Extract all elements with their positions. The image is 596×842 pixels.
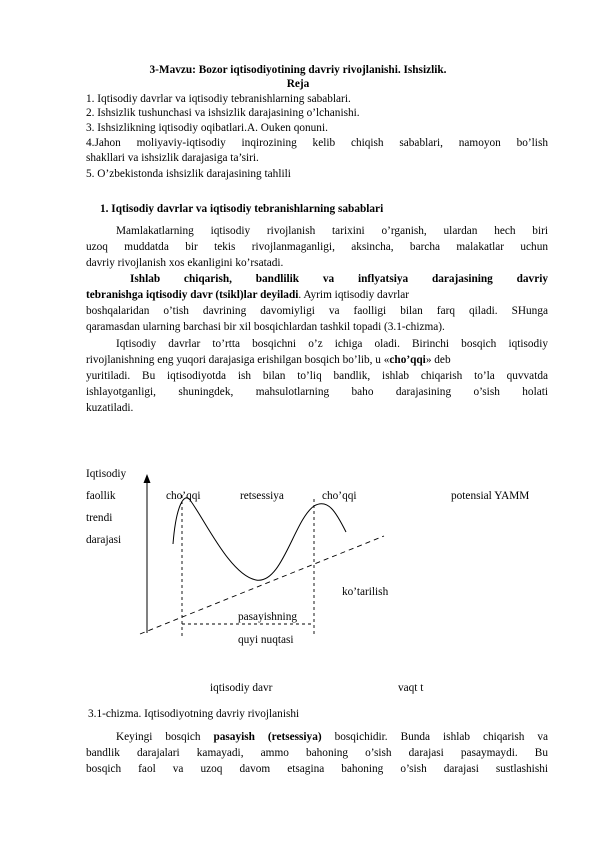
section-heading: 1. Iqtisodiy davrlar va iqtisodiy tebranishlarning sabablari [100,203,384,215]
y-axis-label: faollik [86,490,116,502]
plan-item: 4.Jahon moliyaviy-iqtisodiy inqirozining kelib chiqish sabablari, namoyon bo’lish [86,137,548,149]
potential-gdp-label: potensial YAMM [451,490,530,502]
figure-caption: 3.1-chizma. Iqtisodiyotning davriy rivojlanishi [88,708,300,720]
term-peak: cho’qqi [389,354,426,366]
page-title: 3-Mavzu: Bozor iqtisodiyotining davriy rivojlanishi. Ishsizlik. [149,64,447,76]
cycle-label: iqtisodiy davr [210,682,273,694]
paragraph-text: . Ayrim iqtisodiy davrlar [298,289,410,301]
plan-item: 5. O’zbekistonda ishsizlik darajasining tahlili [86,168,291,180]
y-axis-arrow-icon [144,474,151,483]
trough-label: quyi nuqtasi [238,634,294,646]
definition-line: Ishlab chiqarish, bandlilik va inflyatsiya darajasining davriy [130,273,548,285]
paragraph-line: qaramasdan ularning barchasi bir xil bosqichlardan tashkil topadi (3.1-chizma). [86,321,445,333]
plan-item: 1. Iqtisodiy davrlar va iqtisodiy tebranishlarning sabablari. [86,93,351,105]
paragraph-line: yuritiladi. Bu iqtisodiyotda ish bilan to’liq bandlik, ishlab chiqarish to’la quvvatda [86,370,548,382]
plan-item: 3. Ishsizlikning iqtisodiy oqibatlari.A. Ouken qonuni. [86,122,328,134]
paragraph-text: bosqichidir. Bunda ishlab chiqarish va [321,731,549,743]
peak2-label: cho’qqi [322,490,357,502]
paragraph-line: bandlik darajalari kamayadi, ammo bahoning o’sish darajasi pasaymaydi. Bu [86,747,548,759]
paragraph-text: Keyingi bosqich [116,731,214,743]
paragraph-line: ishlayotganligi, shuningdek, mahsulotlarning baho darajasining o’sish holati [86,386,548,398]
paragraph-line: bosqich faol va uzoq davom etsagina bahoning o’sish darajasi sustlashishi [86,763,548,775]
paragraph-line: Mamlakatlarning iqtisodiy rivojlanish tarixini o’rganish, ulardan hech biri [116,225,548,237]
plan-item-continued: shakllari va ishsizlik darajasiga ta’siri. [86,152,259,164]
definition-term: tebranishga iqtisodiy davr (tsikl)lar deyiladi [86,289,299,301]
y-axis-label: darajasi [86,534,122,546]
plan-heading: Reja [286,78,310,90]
term-recession: pasayish (retsessiya) [213,731,322,743]
plan-item: 2. Ishsizlik tushunchasi va ishsizlik darajasining o’lchanishi. [86,107,360,119]
recession-label: retsessiya [240,490,284,502]
peak1-label: cho’qqi [166,490,201,502]
paragraph-text: davriy rivojlanish xos ekanligini ko’rsatadi. [86,257,284,269]
trough-label: pasayishning [238,611,297,623]
paragraph-line: boshqalaridan o’tish davrining davomiyligi va faolligi bilan farq qiladi. SHunga [86,305,548,317]
y-axis-label: trendi [86,512,113,524]
time-axis-label: vaqt t [398,682,424,694]
growth-label: ko’tarilish [342,586,389,598]
paragraph-line: kuzatiladi. [86,402,134,414]
cycle-curve [173,498,346,580]
paragraph-line: uzoq muddatda bir tekis rivojlanmaganligi, aksincha, barcha malakatlar uchun [86,241,548,253]
y-axis-label: Iqtisodiy [86,468,127,480]
paragraph-line: Iqtisodiy davrlar to’rtta bosqichni o’z ichiga oladi. Birinchi bosqich iqtisodiy [116,338,548,350]
paragraph-line [116,730,548,744]
paragraph-text: rivojlanishning eng yuqori darajasiga erishilgan bosqich bo’lib, u « [86,354,390,366]
paragraph-text: » deb [425,354,451,366]
